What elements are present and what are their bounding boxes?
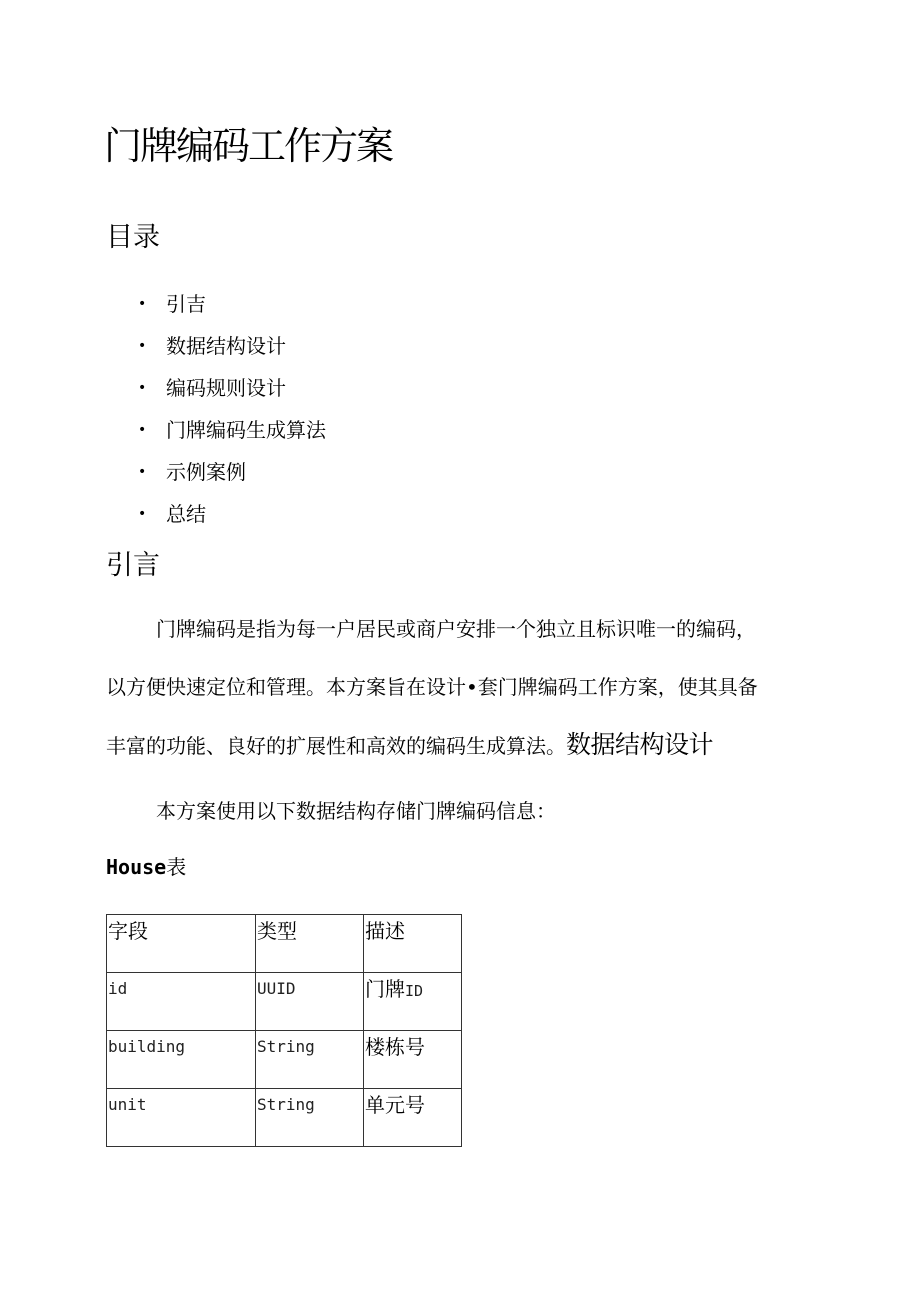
- table-row: [107, 1031, 462, 1089]
- toc-item-summary: [138, 493, 326, 535]
- intro-line-2: 以方便快速定位和管理。本方案旨在设计•套门牌编码工作方案，使其具备: [106, 675, 758, 699]
- cell-desc-code: ID: [405, 982, 424, 1000]
- bullet-icon: •: [138, 296, 147, 312]
- toc-item-label: 示例案例: [166, 460, 246, 484]
- toc-item-examples: [138, 451, 326, 493]
- cell-field: id: [107, 973, 256, 1031]
- cell-type: UUID: [256, 973, 364, 1031]
- toc-item-label: 数据结构设计: [166, 334, 286, 358]
- cell-field: unit: [107, 1089, 256, 1147]
- cell-type: String: [256, 1089, 364, 1147]
- toc-item-label: 门牌编码生成算法: [166, 418, 326, 442]
- bullet-icon: •: [138, 464, 147, 480]
- intro-line-1: 门牌编码是指为每一户居民或商户安排一个独立且标识唯一的编码，: [156, 617, 756, 641]
- table-row: [107, 973, 462, 1031]
- data-structure-paragraph: [106, 782, 556, 840]
- cell-type: String: [256, 1031, 364, 1089]
- toc-list: [138, 283, 326, 535]
- table-name-suffix: 表: [166, 855, 187, 879]
- document-title: 门牌编码工作方案: [104, 124, 393, 168]
- toc-item-encoding-rules: [138, 367, 326, 409]
- intro-paragraph: [106, 600, 758, 774]
- bullet-icon: •: [138, 506, 147, 522]
- toc-item-algorithm: [138, 409, 326, 451]
- toc-item-intro: [138, 283, 326, 325]
- toc-item-data-structure: [138, 325, 326, 367]
- cell-desc: [364, 973, 462, 1031]
- toc-heading: 目录: [106, 222, 160, 253]
- intro-line-3: [106, 716, 758, 774]
- data-structure-text: 本方案使用以下数据结构存储门牌编码信息：: [156, 799, 556, 823]
- table-row: [107, 1089, 462, 1147]
- bullet-icon: •: [138, 380, 147, 396]
- cell-desc: 楼栋号: [364, 1031, 462, 1089]
- house-table: [106, 914, 462, 1147]
- header-desc: 描述: [364, 915, 462, 973]
- bullet-icon: •: [138, 422, 147, 438]
- intro-line-3-text: 丰富的功能、良好的扩展性和高效的编码生成算法。: [106, 734, 566, 758]
- header-field: 字段: [107, 915, 256, 973]
- intro-heading: 引言: [106, 550, 160, 581]
- table-caption: [106, 850, 186, 884]
- cell-desc: 单元号: [364, 1089, 462, 1147]
- data-structure-heading: 数据结构设计: [566, 730, 714, 759]
- toc-item-label: 总结: [166, 502, 206, 526]
- cell-desc-text: 门牌: [365, 977, 405, 1001]
- header-type: 类型: [256, 915, 364, 973]
- toc-item-label: 编码规则设计: [166, 376, 286, 400]
- table-header-row: [107, 915, 462, 973]
- table-name: House: [106, 855, 167, 879]
- cell-field: building: [107, 1031, 256, 1089]
- bullet-icon: •: [138, 338, 147, 354]
- toc-item-label: 引吉: [166, 292, 206, 316]
